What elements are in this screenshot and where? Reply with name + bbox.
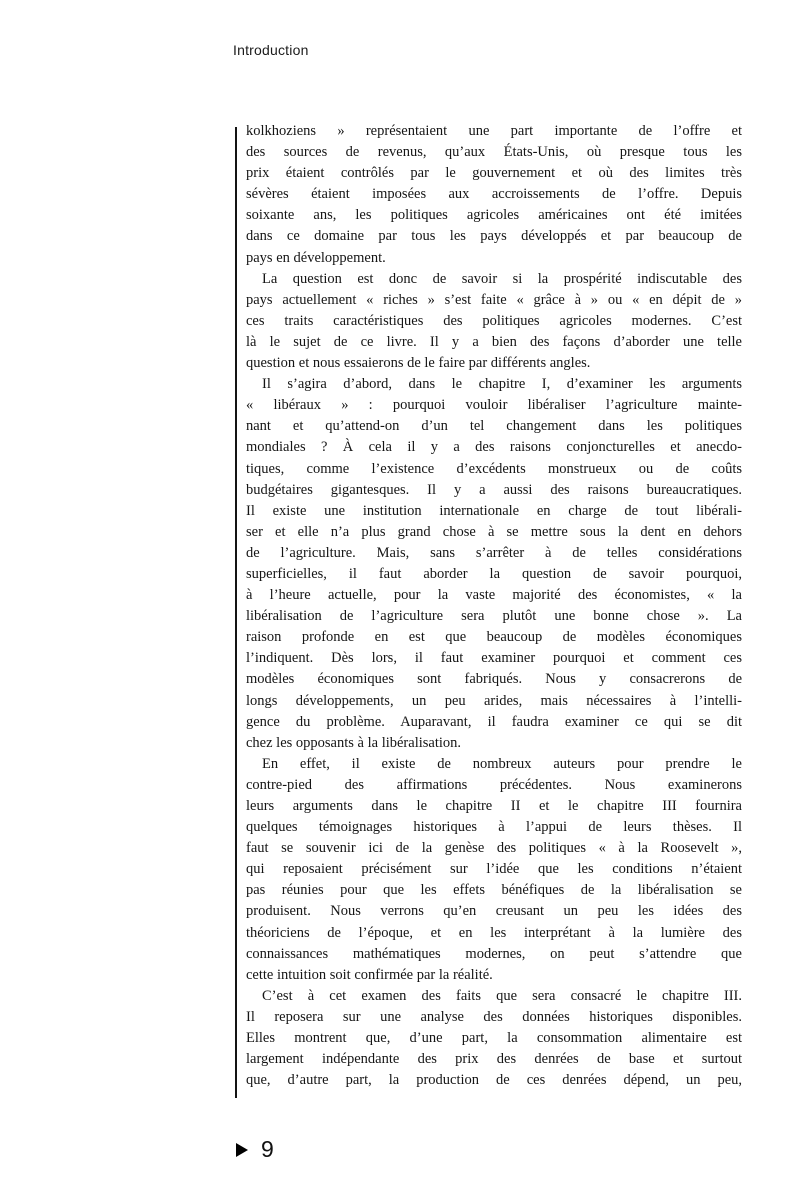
text-line: sévères étaient imposées aux accroissements de l’offre. Depuis xyxy=(246,186,742,203)
text-line: dans ce domaine par tous les pays développés et par beaucoup de xyxy=(246,228,742,245)
text-line: modèles économiques sont fabriqués. Nous y consacrerons de xyxy=(246,671,742,688)
text-line: prix étaient contrôlés par le gouvernement et où des limites très xyxy=(246,165,742,182)
page-footer xyxy=(236,1138,274,1161)
text-line: soixante ans, les politiques agricoles américaines ont été imitées xyxy=(246,207,742,224)
text-line: kolkhoziens » représentaient une part importante de l’offre et xyxy=(246,123,742,139)
text-line: raison profonde en est que beaucoup de modèles économiques xyxy=(246,629,742,646)
text-line: longs développements, un peu arides, mais nécessaires à l’intelli- xyxy=(246,692,742,709)
text-line: cette intuition soit confirmée par la réalité. xyxy=(246,966,493,983)
text-line: mondiales ? À cela il y a des raisons conjoncturelles et anecdo- xyxy=(246,439,742,456)
page-marker-triangle-icon xyxy=(236,1143,248,1157)
text-line: « libéraux » : pourquoi vouloir libéraliser l’agriculture mainte- xyxy=(246,397,742,414)
text-line: question et nous essaierons de le faire par différents angles. xyxy=(246,355,591,372)
text-line: qui reposaient précisément sur l’idée que les conditions n’étaient xyxy=(246,861,742,878)
running-header: Introduction xyxy=(233,42,309,58)
text-line: libéralisation de l’agriculture sera plutôt une bonne chose ». La xyxy=(246,608,742,625)
text-line: ser et elle n’a plus grand chose à se mettre sous la dent en dehors xyxy=(246,523,742,540)
text-line: budgétaires gigantesques. Il y a aussi des raisons bureaucratiques. xyxy=(246,481,742,498)
text-line: quelques témoignages historiques à l’appui de leurs thèses. Il xyxy=(246,819,742,836)
text-line: de l’agriculture. Mais, sans s’arrêter à de telles considérations xyxy=(246,544,742,561)
text-line: théoriciens de l’époque, et en les interprétant à la lumière des xyxy=(246,924,742,941)
text-line: que, d’autre part, la production de ces denrées dépend, un peu, xyxy=(246,1072,742,1089)
text-line: nant et qu’attend-on d’un tel changement dans les politiques xyxy=(246,418,742,435)
text-line: à l’heure actuelle, pour la vaste majorité des économistes, « la xyxy=(246,587,742,604)
text-line: En effet, il existe de nombreux auteurs pour prendre le xyxy=(262,755,742,772)
text-line: pays en développement. xyxy=(246,249,386,266)
text-line: C’est à cet examen des faits que sera consacré le chapitre III. xyxy=(262,987,742,1004)
text-line: là le sujet de ce livre. Il y a bien des façons d’aborder une telle xyxy=(246,333,742,350)
text-line: Il existe une institution internationale en charge de tout libérali- xyxy=(246,502,742,519)
text-line: Il s’agira d’abord, dans le chapitre I, d’examiner les arguments xyxy=(262,376,742,393)
text-line: pas réunies pour que les effets bénéfiques de la libéralisation se xyxy=(246,882,742,899)
text-line: largement indépendante des prix des denrées de base et surtout xyxy=(246,1051,742,1068)
text-line: leurs arguments dans le chapitre II et le chapitre III fournira xyxy=(246,798,742,814)
margin-rule xyxy=(235,127,237,1098)
text-line: Il reposera sur une analyse des données historiques disponibles. xyxy=(246,1008,742,1025)
text-line: l’indiquent. Dès lors, il faut examiner pourquoi et comment ces xyxy=(246,650,742,667)
text-line: chez les opposants à la libéralisation. xyxy=(246,734,462,751)
text-line: Elles montrent que, d’une part, la consommation alimentaire est xyxy=(246,1030,742,1047)
text-line: produisent. Nous verrons qu’en creusant un peu les idées des xyxy=(246,903,742,920)
page-number: 9 xyxy=(261,1136,274,1162)
text-line: faut se souvenir ici de la genèse des politiques « à la Roosevelt », xyxy=(246,840,742,857)
text-line: La question est donc de savoir si la prospérité indiscutable des xyxy=(262,270,742,287)
text-line: des sources de revenus, qu’aux États-Unis, où presque tous les xyxy=(246,144,742,161)
text-line: pays actuellement « riches » s’est faite « grâce à » ou « en dépit de » xyxy=(246,291,742,308)
text-line: contre-pied des affirmations précédentes. Nous examinerons xyxy=(246,776,742,793)
text-line: tiques, comme l’existence d’excédents monstrueux ou de coûts xyxy=(246,460,742,477)
text-block xyxy=(246,121,742,1091)
text-line: superficielles, il faut aborder la question de savoir pourquoi, xyxy=(246,565,742,582)
text-line: ces traits caractéristiques des politiques agricoles modernes. C’est xyxy=(246,312,742,329)
text-line: connaissances mathématiques modernes, on peut s’attendre que xyxy=(246,945,742,962)
text-line: gence du problème. Auparavant, il faudra examiner ce qui se dit xyxy=(246,713,742,730)
